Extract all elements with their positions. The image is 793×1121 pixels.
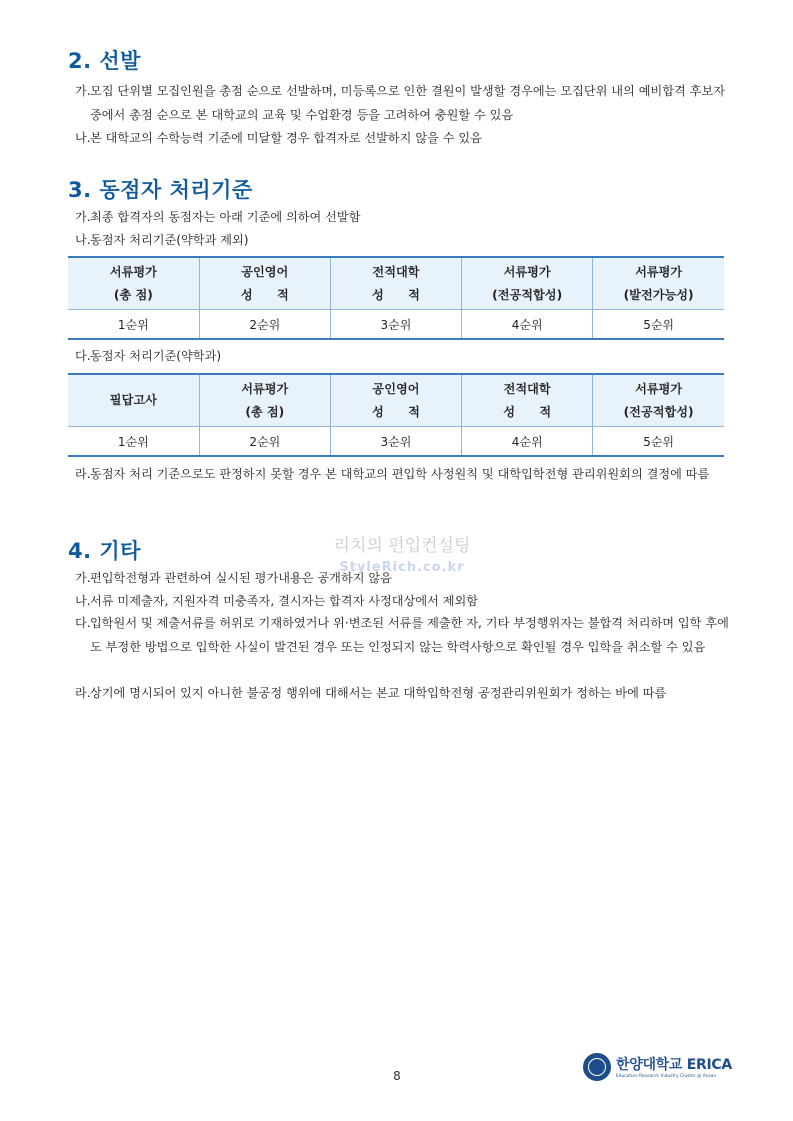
rank-cell: 4순위 xyxy=(462,310,593,340)
table-row xyxy=(68,310,724,340)
logo-name: 한양대학교 ERICA xyxy=(616,1057,732,1073)
rank-cell: 5순위 xyxy=(593,310,724,340)
table-header-cell: 서류평가 (전공적합성) xyxy=(593,374,724,427)
list-item: 나. 서류 미제출자, 지원자격 미충족자, 결시자는 합격자 사정대상에서 제외함 xyxy=(75,594,479,608)
logo-subtitle: Education Research Industry Cluster @ Ansan xyxy=(616,1073,717,1078)
section-title-selection: 2. 선발 xyxy=(68,49,141,73)
table-header-cell: 전적대학 성 적 xyxy=(330,257,461,310)
list-item: 다. 입학원서 및 제출서류를 허위로 기재하였거나 위·변조된 서류를 제출한 자, 기타 부정행위자는 불합격 처리하며 입학 후에도 부정한 방법으로 입학한 사실이 발견된 경우 또는 인정되지 않는 학력사항으로 확인될 경우 입학을 취소할 수 있음 xyxy=(75,616,729,654)
rank-cell: 5순위 xyxy=(593,427,724,457)
list-item: 나. 본 대학교의 수학능력 기준에 미달할 경우 합격자로 선발하지 않을 수 있음 xyxy=(75,131,482,145)
table-header-cell: 서류평가 (총 점) xyxy=(68,257,199,310)
table-header-cell: 서류평가 (전공적합성) xyxy=(462,257,593,310)
list-item: 라. 동점자 처리 기준으로도 판정하지 못할 경우 본 대학교의 편입학 사정원칙 및 대학입학전형 관리위원회의 결정에 따름 xyxy=(75,467,710,481)
table-header-cell: 서류평가 (발전가능성) xyxy=(593,257,724,310)
rank-cell: 3순위 xyxy=(330,310,461,340)
list-item: 나. 동점자 처리기준(약학과 제외) xyxy=(75,233,249,247)
list-item: 다. 동점자 처리기준(약학과) xyxy=(75,349,222,363)
university-seal-icon xyxy=(583,1053,611,1081)
table-header-cell: 공인영어 성 적 xyxy=(330,374,461,427)
table-header-cell: 서류평가 (총 점) xyxy=(199,374,330,427)
rank-cell: 1순위 xyxy=(68,310,199,340)
section-title-tie-rules: 3. 동점자 처리기준 xyxy=(68,178,253,202)
table-header-cell: 전적대학 성 적 xyxy=(462,374,593,427)
list-item: 가. 편입학전형과 관련하여 실시된 평가내용은 공개하지 않음 xyxy=(75,571,392,585)
table-header-cell: 공인영어 성 적 xyxy=(199,257,330,310)
rank-cell: 3순위 xyxy=(330,427,461,457)
university-logo xyxy=(583,1053,732,1083)
watermark: 리치의 편입컨설팅 StyleRich.co.kr xyxy=(333,536,471,575)
table-header-cell: 필답고사 xyxy=(68,374,199,427)
tie-break-table-general xyxy=(68,256,724,340)
tie-break-table-pharmacy xyxy=(68,373,724,457)
rank-cell: 2순위 xyxy=(199,310,330,340)
page-number: 8 xyxy=(393,1069,401,1083)
table-row xyxy=(68,427,724,457)
section-title-other: 4. 기타 xyxy=(68,539,141,563)
list-item: 라. 상기에 명시되어 있지 아니한 불공정 행위에 대해서는 본교 대학입학전형 공정관리위원회가 정하는 바에 따름 xyxy=(75,686,667,700)
rank-cell: 1순위 xyxy=(68,427,199,457)
list-item: 가. 모집 단위별 모집인원을 총점 순으로 선발하며, 미등록으로 인한 결원이 발생할 경우에는 모집단위 내의 예비합격 후보자 중에서 총점 순으로 본 대학교의 교육 및 수업환경 등을 고려하여 충원할 수 있음 xyxy=(75,84,725,122)
rank-cell: 4순위 xyxy=(462,427,593,457)
list-item: 가. 최종 합격자의 동점자는 아래 기준에 의하여 선발함 xyxy=(75,210,361,224)
rank-cell: 2순위 xyxy=(199,427,330,457)
